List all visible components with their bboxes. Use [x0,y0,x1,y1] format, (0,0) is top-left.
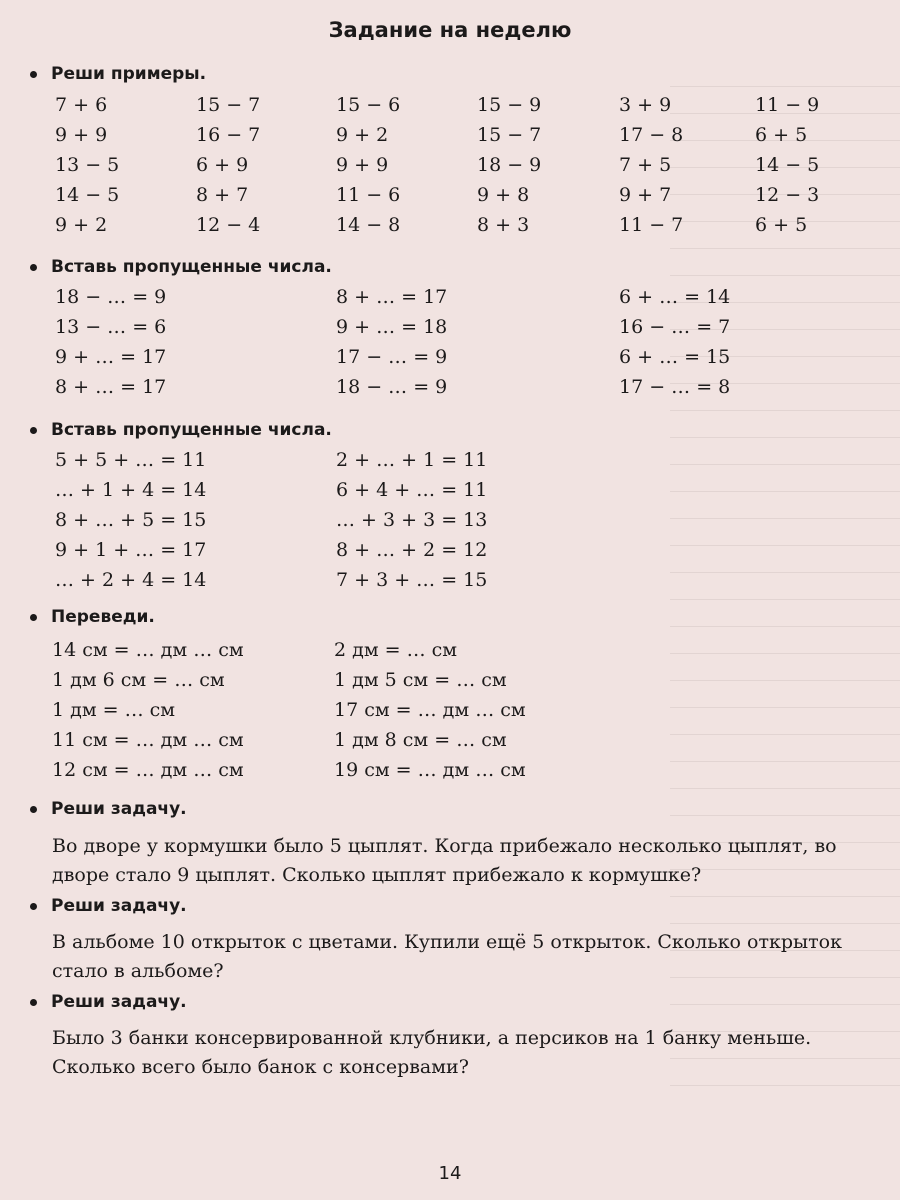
exercise-item: 8 + … = 17 [55,376,167,398]
task-text-1: Во дворе у кормушки было 5 цыплят. Когда прибежало несколько цыплят, во дворе стало 9 цыплят. Сколько цыплят прибежало к кормушке? [52,835,837,886]
bullet-icon [30,999,37,1006]
exercise-item: 18 − 9 [477,154,542,176]
exercise-item: 2 дм = … см [334,639,458,661]
section-heading-convert [30,607,155,627]
exercise-item: 15 − 7 [196,94,261,116]
task-heading-3 [30,992,187,1012]
task-heading-2 [30,896,187,916]
exercise-item: 8 + 3 [477,214,530,236]
exercise-item: 1 дм 6 см = … см [52,669,225,691]
bullet-icon [30,806,37,813]
exercise-item: 6 + 5 [755,124,808,146]
page-title: Задание на неделю [328,18,572,42]
exercise-item: 6 + … = 14 [619,286,731,308]
exercise-item: 8 + … + 2 = 12 [336,539,488,561]
section-heading-text: Вставь пропущенные числа. [51,257,332,277]
task-text-3: Было 3 банки консервированной клубники, а персиков на 1 банку меньше. Сколько всего было банок с консервами? [52,1027,812,1078]
exercise-item: 9 + 1 + … = 17 [55,539,207,561]
exercise-item: 11 − 9 [755,94,820,116]
exercise-item: 6 + 5 [755,214,808,236]
bullet-icon [30,614,37,621]
page-number: 14 [438,1163,462,1184]
section-heading-text: Реши примеры. [51,64,207,84]
exercise-item: 9 + … = 17 [55,346,167,368]
section-heading-text: Переведи. [51,607,155,627]
exercise-item: 17 − … = 8 [619,376,731,398]
exercise-item: 13 − … = 6 [55,316,167,338]
exercise-item: 9 + 9 [336,154,389,176]
exercise-item: 1 дм 8 см = … см [334,729,507,751]
bullet-icon [30,427,37,434]
exercise-item: 14 − 5 [55,184,120,206]
task-heading-text: Реши задачу. [51,992,187,1012]
exercise-item: 9 + 2 [55,214,108,236]
exercise-item: … + 1 + 4 = 14 [55,479,207,501]
exercise-item: 12 см = … дм … см [52,759,244,781]
exercise-item: 5 + 5 + … = 11 [55,449,207,471]
task-heading-1 [30,799,187,819]
exercise-item: 11 − 6 [336,184,401,206]
exercise-item: 15 − 6 [336,94,401,116]
exercise-item: 14 см = … дм … см [52,639,244,661]
exercise-item: 8 + 7 [196,184,249,206]
exercise-item: … + 3 + 3 = 13 [336,509,488,531]
task-text-2: В альбоме 10 открыток с цветами. Купили ещё 5 открыток. Сколько открыток стало в альбоме? [52,931,842,982]
exercise-item: 17 см = … дм … см [334,699,526,721]
exercise-item: 17 − … = 9 [336,346,448,368]
bullet-icon [30,264,37,271]
task-heading-text: Реши задачу. [51,799,187,819]
exercise-item: 11 см = … дм … см [52,729,244,751]
exercise-item: 9 + 9 [55,124,108,146]
exercise-item: 8 + … = 17 [336,286,448,308]
task-heading-text: Реши задачу. [51,896,187,916]
exercise-item: 14 − 5 [755,154,820,176]
exercise-item: 9 + … = 18 [336,316,448,338]
exercise-item: 15 − 9 [477,94,542,116]
exercise-item: 18 − … = 9 [55,286,167,308]
section-heading-solve [30,64,206,84]
exercise-item: 9 + 7 [619,184,672,206]
section-heading-missing-1 [30,257,332,277]
exercise-item: … + 2 + 4 = 14 [55,569,207,591]
exercise-item: 11 − 7 [619,214,684,236]
exercise-item: 7 + 3 + … = 15 [336,569,488,591]
exercise-item: 12 − 3 [755,184,820,206]
exercise-item: 16 − 7 [196,124,261,146]
section-heading-text: Вставь пропущенные числа. [51,420,332,440]
exercise-item: 1 дм 5 см = … см [334,669,507,691]
section-heading-missing-2 [30,420,332,440]
exercise-item: 7 + 5 [619,154,672,176]
exercise-item: 2 + … + 1 = 11 [336,449,488,471]
exercise-item: 12 − 4 [196,214,261,236]
exercise-item: 19 см = … дм … см [334,759,526,781]
exercise-item: 16 − … = 7 [619,316,731,338]
exercise-item: 8 + … + 5 = 15 [55,509,207,531]
exercise-item: 9 + 8 [477,184,530,206]
exercise-item: 17 − 8 [619,124,684,146]
exercise-item: 6 + 9 [196,154,249,176]
exercise-item: 3 + 9 [619,94,672,116]
bullet-icon [30,71,37,78]
exercise-item: 13 − 5 [55,154,120,176]
exercise-item: 18 − … = 9 [336,376,448,398]
exercise-item: 6 + … = 15 [619,346,731,368]
exercise-item: 7 + 6 [55,94,108,116]
exercise-item: 9 + 2 [336,124,389,146]
bullet-icon [30,903,37,910]
exercise-item: 1 дм = … см [52,699,176,721]
exercise-item: 14 − 8 [336,214,401,236]
exercise-item: 6 + 4 + … = 11 [336,479,488,501]
exercise-item: 15 − 7 [477,124,542,146]
